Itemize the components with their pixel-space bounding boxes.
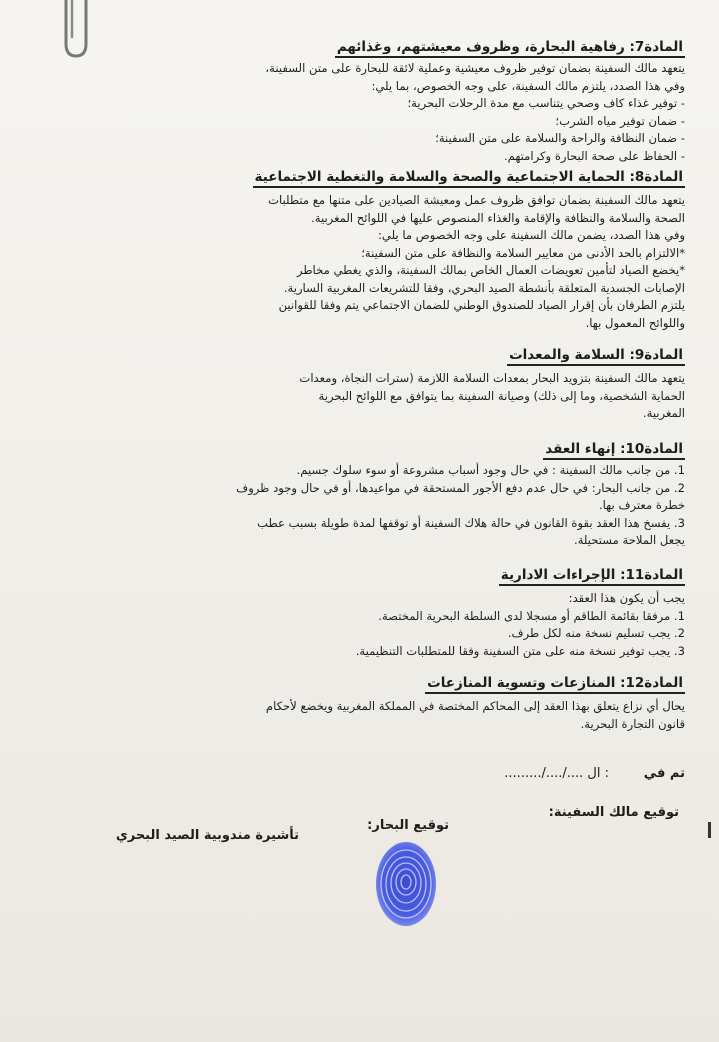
article-8-line: الإصابات الجسدية المتعلقة بأنشطة الصيد البحري، وفقا للتشريعات المغربية السارية.: [283, 280, 685, 295]
article-9-line: يتعهد مالك السفينة بتزويد البحار بمعدات السلامة اللازمة (سترات النجاة، ومعدات: [299, 371, 685, 385]
article-8-title: المادة8: الحماية الاجتماعية والصحة والسلامة والتغطية الاجتماعية: [253, 169, 685, 188]
article-8: [40, 166, 685, 332]
article-11-line: 2. يجب تسليم نسخة منه لكل طرف.: [507, 626, 685, 640]
article-7-line: - الحفاظ على صحة البحارة وكرامتهم.: [503, 148, 685, 163]
article-10-line: خطرة معترف بها.: [598, 498, 685, 512]
article-10-title: المادة10: إنهاء العقد: [543, 441, 685, 460]
article-8-line: يتعهد مالك السفينة بضمان توافق ظروف عمل ومعيشة الصيادين على متنها مع متطلبات: [268, 193, 685, 207]
article-11-line: 3. يجب توفير نسخة منه على متن السفينة وفقا للمتطلبات التنظيمية.: [355, 643, 685, 658]
article-11: [40, 564, 685, 660]
article-8-line: *الالتزام بالحد الأدنى من معايير السلامة والنظافة على متن السفينة؛: [361, 245, 685, 260]
article-10-line: يجعل الملاحة مستحيلة.: [574, 533, 685, 547]
article-9-line: الحماية الشخصية، وما إلى ذلك) وصيانة السفينة بما يتوافق مع اللوائح البحرية: [318, 388, 685, 403]
article-11-line: يجب أن يكون هذا العقد:: [568, 591, 685, 605]
article-12-title: المادة12: المنازعات وتسوية المنازعات: [425, 675, 685, 694]
owner-signature-label: توقيع مالك السفينة:: [548, 805, 679, 820]
article-12-line: قانون التجارة البحرية.: [580, 716, 685, 731]
article-10-line: 3. يفسخ هذا العقد بقوة القانون في حالة هلاك السفينة أو توقفها لمدة طويلة بسبب عطب: [257, 515, 685, 530]
article-7-line: يتعهد مالك السفينة بضمان توفير ظروف معيشية وعملية لائقة للبحارة على متن السفينة،: [265, 61, 685, 75]
article-7-line: - ضمان توفير مياه الشرب؛: [555, 113, 685, 128]
article-9-line: المغربية.: [642, 406, 685, 420]
article-10: [40, 438, 685, 550]
article-12: [40, 672, 685, 733]
authority-stamp-label: تأشيرة مندوبية الصيد البحري: [115, 828, 299, 843]
article-11-line: 1. مرفقا بقائمة الطاقم أو مسجلا لدى السلطة البحرية المختصة.: [378, 608, 685, 623]
fingerprint-icon: [372, 838, 440, 930]
article-7: [40, 36, 685, 165]
done-at-label: تم في: [643, 766, 685, 781]
article-7-line: - توفير غذاء كاف وصحي يتناسب مع مدة الرحلات البحرية؛: [407, 96, 685, 110]
article-7-title: المادة7: رفاهية البحارة، وظروف معيشتهم، وغذائهم: [335, 39, 685, 58]
article-11-title: المادة11: الإجراءات الادارية: [499, 567, 685, 586]
article-10-line: 2. من جانب البحار: في حال عدم دفع الأجور المستحقة في مواعيدها، أو في حال وجود ظروف: [236, 480, 685, 495]
article-10-line: 1. من جانب مالك السفينة : في حال وجود أسباب مشروعة أو سوء سلوك جسيم.: [296, 463, 685, 477]
article-9-title: المادة9: السلامة والمعدات: [507, 347, 685, 366]
margin-mark: [708, 822, 711, 838]
article-8-line: الصحة والسلامة والنظافة والإقامة والغذاء المنصوص عليها في اللوائح المغربية.: [311, 210, 685, 225]
article-8-line: واللوائح المعمول بها.: [585, 315, 685, 330]
sailor-signature-label: توقيع البحار:: [367, 818, 449, 833]
article-12-line: يحال أي نزاع يتعلق بهذا العقد إلى المحاكم المختصة في المملكة المغربية ويخضع لأحكام: [265, 699, 685, 713]
date-line: : ال ..../..../.........: [504, 766, 609, 781]
article-9: [40, 344, 685, 423]
article-8-line: يلتزم الطرفان بأن إقرار الصياد للصندوق الوطني للضمان الاجتماعي يتم وفقا للقوانين: [278, 298, 685, 312]
article-7-line: وفي هذا الصدد، يلتزم مالك السفينة، على وجه الخصوص، بما يلي:: [371, 78, 685, 93]
article-7-line: - ضمان النظافة والراحة والسلامة على متن السفينة؛: [435, 131, 685, 145]
article-8-line: *يخضع الصياد لتأمين تعويضات العمال الخاص بمالك السفينة، والذي يغطي مخاطر: [296, 263, 685, 277]
article-8-line: وفي هذا الصدد، يضمن مالك السفينة على وجه الخصوص ما يلي:: [378, 228, 685, 242]
